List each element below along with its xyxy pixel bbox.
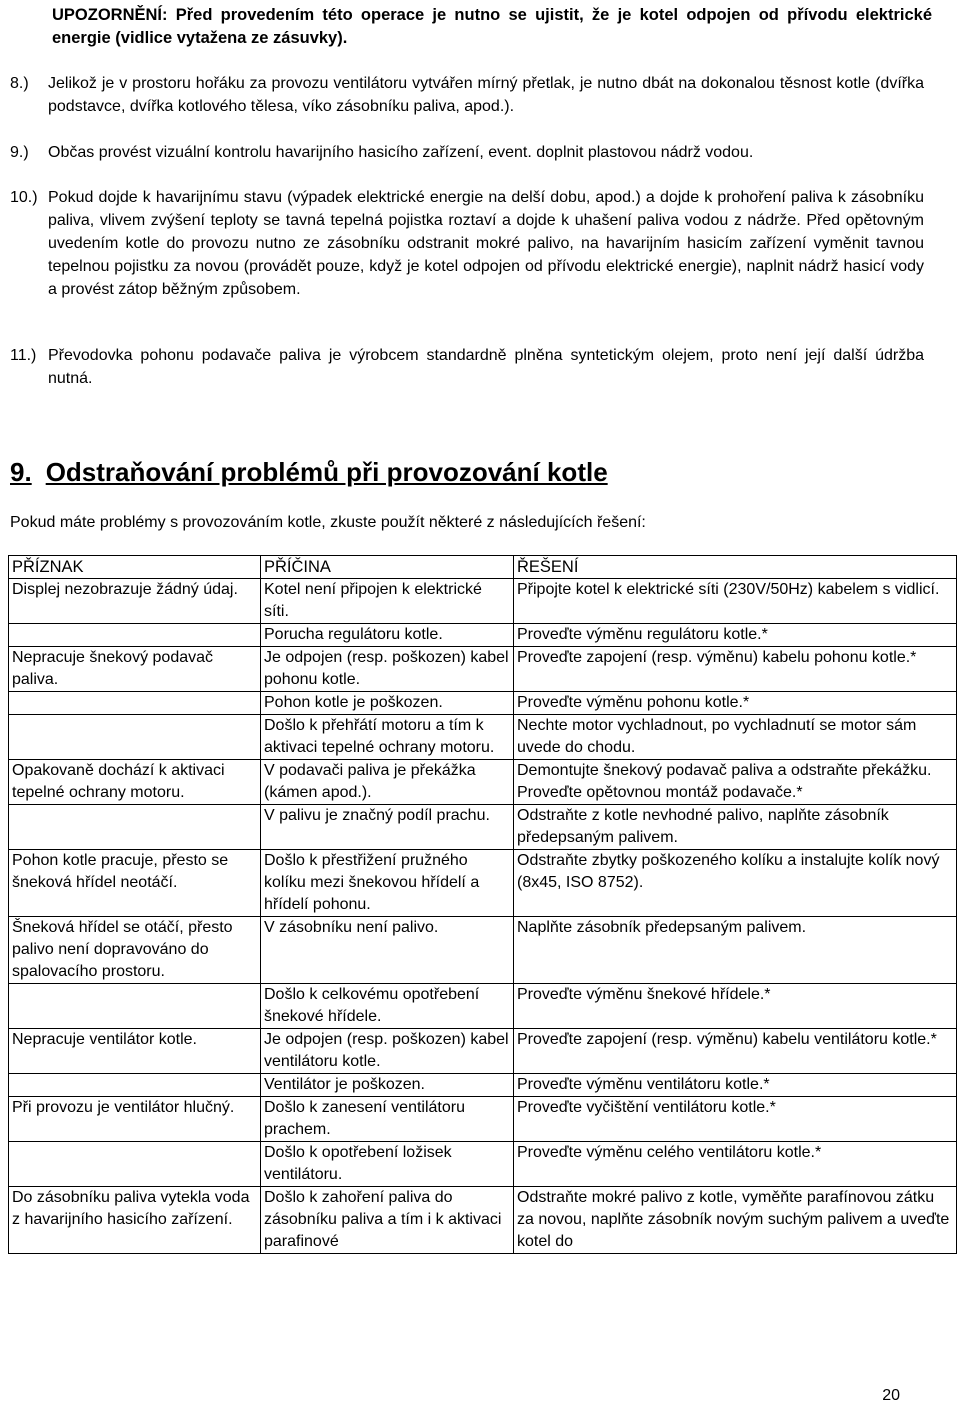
table-row [9, 917, 957, 984]
cause-cell: V zásobníku není palivo. [261, 917, 514, 984]
cause-cell: Došlo k přehřátí motoru a tím k aktivaci tepelné ochrany motoru. [261, 715, 514, 760]
list-item-text: Převodovka pohonu podavače paliva je výrobcem standardně plněna syntetickým olejem, proto není její další údržba nutná. [48, 347, 924, 387]
cause-cell: Došlo k celkovému opotřebení šnekové hřídele. [261, 984, 514, 1029]
table-row [9, 1074, 957, 1097]
symptom-cell: Při provozu je ventilátor hlučný. [9, 1097, 261, 1142]
table-row [9, 760, 957, 805]
solution-cell: Proveďte vyčištění ventilátoru kotle.* [514, 1097, 957, 1142]
symptom-cell [9, 624, 261, 647]
solution-cell: Proveďte výměnu šnekové hřídele.* [514, 984, 957, 1029]
list-item-number: 11.) [10, 347, 37, 364]
symptom-cell: Šneková hřídel se otáčí, přesto palivo není dopravováno do spalovacího prostoru. [9, 917, 261, 984]
cause-cell: Pohon kotle je poškozen. [261, 692, 514, 715]
symptom-cell [9, 1074, 261, 1097]
symptom-cell: Pohon kotle pracuje, přesto se šneková hřídel neotáčí. [9, 850, 261, 917]
list-item-8 [10, 72, 924, 118]
section-heading [10, 455, 608, 489]
list-item-10 [10, 186, 924, 301]
header-cause: PŘÍČINA [261, 556, 514, 579]
symptom-cell [9, 692, 261, 715]
solution-cell: Proveďte výměnu pohonu kotle.* [514, 692, 957, 715]
cause-cell: Je odpojen (resp. poškozen) kabel pohonu kotle. [261, 647, 514, 692]
solution-cell: Nechte motor vychladnout, po vychladnutí se motor sám uvede do chodu. [514, 715, 957, 760]
cause-cell: Kotel není připojen k elektrické síti. [261, 579, 514, 624]
list-item-11 [10, 344, 924, 390]
symptom-cell: Opakovaně dochází k aktivaci tepelné ochrany motoru. [9, 760, 261, 805]
solution-cell: Proveďte zapojení (resp. výměnu) kabelu pohonu kotle.* [514, 647, 957, 692]
solution-cell: Odstraňte zbytky poškozeného kolíku a instalujte kolík nový (8x45, ISO 8752). [514, 850, 957, 917]
table-row [9, 692, 957, 715]
section-title: Odstraňování problémů při provozování kotle [45, 457, 608, 487]
table-row [9, 984, 957, 1029]
table-row [9, 647, 957, 692]
list-item-text: Občas provést vizuální kontrolu havarijního hasicího zařízení, event. doplnit plastovou nádrž vodou. [48, 144, 754, 161]
cause-cell: Došlo k přestřižení pružného kolíku mezi šnekovou hřídelí a hřídelí pohonu. [261, 850, 514, 917]
solution-cell: Odstraňte mokré palivo z kotle, vyměňte parafínovou zátku za novou, naplňte zásobník novým suchým palivem a uveďte kotel do [514, 1187, 957, 1254]
solution-cell: Proveďte výměnu ventilátoru kotle.* [514, 1074, 957, 1097]
table-row [9, 715, 957, 760]
solution-cell: Proveďte výměnu celého ventilátoru kotle.* [514, 1142, 957, 1187]
cause-cell: Došlo k zanesení ventilátoru prachem. [261, 1097, 514, 1142]
table-row [9, 579, 957, 624]
list-item-number: 10.) [10, 189, 38, 206]
table-row [9, 1029, 957, 1074]
troubleshooting-table [8, 555, 957, 1254]
cause-cell: Je odpojen (resp. poškozen) kabel ventilátoru kotle. [261, 1029, 514, 1074]
symptom-cell: Displej nezobrazuje žádný údaj. [9, 579, 261, 624]
list-item-9 [10, 141, 924, 164]
page-number: 20 [882, 1387, 900, 1404]
cause-cell: Porucha regulátoru kotle. [261, 624, 514, 647]
header-solution: ŘEŠENÍ [514, 556, 957, 579]
cause-cell: Došlo k zahoření paliva do zásobníku paliva a tím i k aktivaci parafinové [261, 1187, 514, 1254]
solution-cell: Demontujte šnekový podavač paliva a odstraňte překážku. Proveďte opětovnou montáž podavače.* [514, 760, 957, 805]
solution-cell: Proveďte zapojení (resp. výměnu) kabelu ventilátoru kotle.* [514, 1029, 957, 1074]
symptom-cell: Nepracuje šnekový podavač paliva. [9, 647, 261, 692]
warning-paragraph: UPOZORNĚNÍ: Před provedením této operace je nutno se ujistit, že je kotel odpojen od přívodu elektrické energie (vidlice vytažena ze zásuvky). [52, 6, 932, 47]
symptom-cell [9, 984, 261, 1029]
table-body [9, 579, 957, 1254]
symptom-cell [9, 1142, 261, 1187]
list-item-number: 8.) [10, 75, 29, 92]
symptom-cell: Do zásobníku paliva vytekla voda z havarijního hasicího zařízení. [9, 1187, 261, 1254]
cause-cell: Došlo k opotřebení ložisek ventilátoru. [261, 1142, 514, 1187]
header-symptom: PŘÍZNAK [9, 556, 261, 579]
cause-cell: Ventilátor je poškozen. [261, 1074, 514, 1097]
list-item-text: Pokud dojde k havarijnímu stavu (výpadek elektrické energie na delší dobu, apod.) a dojde k prohoření paliva k zásobníku paliva, vlivem zvýšení teploty se tavná tepelná pojistka roztaví a dojde k uhašení paliva vodou z nádrže. Před opětovným uvedením kotle do provozu nutno ze zásobníku odstranit mokré palivo, na havarijním hasicím zařízení vyměnit tavnou tepelnou pojistku za novou (provádět pouze, když je kotel odpojen od přívodu elektrické energie), naplnit nádrž hasicí vody a provést zátop běžným způsobem. [48, 189, 924, 298]
symptom-cell [9, 715, 261, 760]
solution-cell: Odstraňte z kotle nevhodné palivo, naplňte zásobník předepsaným palivem. [514, 805, 957, 850]
table-header-row [9, 556, 957, 579]
cause-cell: V podavači paliva je překážka (kámen apod.). [261, 760, 514, 805]
list-item-text: Jelikož je v prostoru hořáku za provozu ventilátoru vytvářen mírný přetlak, je nutno dbát na dokonalou těsnost kotle (dvířka podstavce, dvířka kotlového tělesa, víko zásobníku paliva, apod.). [48, 75, 924, 115]
troubleshooting-table-wrapper [8, 555, 956, 1254]
cause-cell: V palivu je značný podíl prachu. [261, 805, 514, 850]
symptom-cell: Nepracuje ventilátor kotle. [9, 1029, 261, 1074]
solution-cell: Proveďte výměnu regulátoru kotle.* [514, 624, 957, 647]
solution-cell: Připojte kotel k elektrické síti (230V/50Hz) kabelem s vidlicí. [514, 579, 957, 624]
intro-text: Pokud máte problémy s provozováním kotle, zkuste použít některé z následujících řešení: [10, 514, 646, 531]
section-number: 9. [10, 457, 32, 487]
table-row [9, 1097, 957, 1142]
solution-cell: Naplňte zásobník předepsaným palivem. [514, 917, 957, 984]
symptom-cell [9, 805, 261, 850]
table-row [9, 850, 957, 917]
table-row [9, 805, 957, 850]
table-row [9, 624, 957, 647]
list-item-number: 9.) [10, 144, 29, 161]
table-row [9, 1187, 957, 1254]
table-row [9, 1142, 957, 1187]
